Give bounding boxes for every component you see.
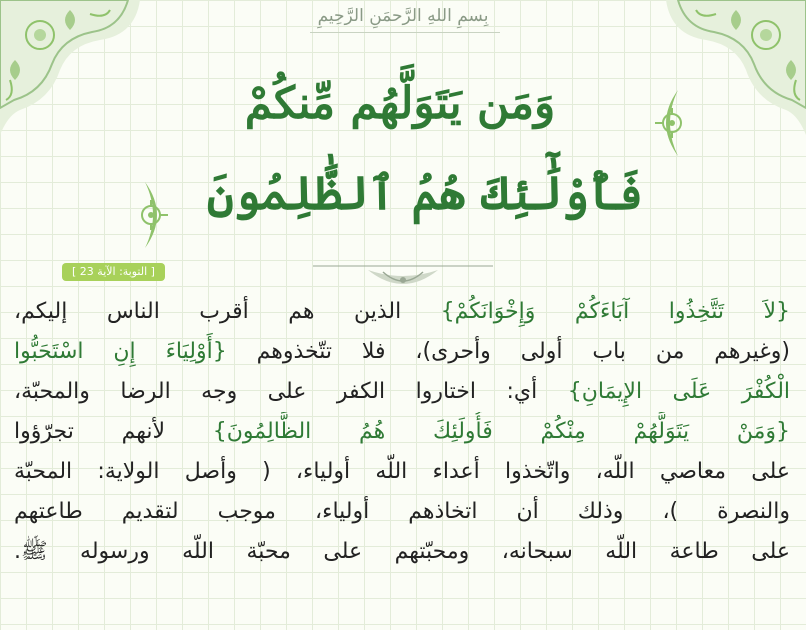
- tafsir-verse-quote: {لاَ تَتَّخِذُوا آبَاءَكُمْ وَإِخْوَانَكُمْ}: [440, 299, 790, 324]
- verse-line-1: وَمَن يَتَوَلَّهُم مِّنكُمْ: [244, 78, 556, 129]
- tafsir-line-5: على معاصي اللّه، واتّخذوا أعداء اللّه أولياء، ( وأصل الولاية: المحبّة: [14, 459, 790, 484]
- tafsir-line-3: [14, 372, 790, 412]
- tafsir-text-segment: لأنهم تجرّؤوا: [14, 419, 213, 444]
- tafsir-text: [14, 292, 790, 572]
- tafsir-text-segment: الذين هم أقرب الناس إليكم،: [14, 299, 441, 324]
- basmala: بِسمِ اللهِ الرَّحمَنِ الرَّحِيمِ: [317, 6, 489, 26]
- tafsir-verse-quote: {وَمَنْ يَتَوَلَّهُمْ مِنْكُمْ فَأُولَئِكَ هُمُ الظَّالِمُونَ}: [212, 419, 790, 444]
- tafsir-line-7: على طاعة اللّه سبحانه، ومحبّتهم على محبّة اللّه ورسوله ﷺ.: [14, 539, 790, 564]
- crescent-ornament-left-icon: [133, 180, 173, 250]
- tafsir-text-segment: (وغيرهم من باب أولى وأحرى)، فلا تتّخذوهم: [226, 339, 790, 364]
- crescent-ornament-right-icon: [650, 88, 690, 158]
- tafsir-verse-quote: الْكُفْرَ عَلَى الإِيمَانِ}: [567, 379, 790, 404]
- tafsir-line-1: [14, 292, 790, 332]
- verse-line-2: فَأُوْلَٰٓئِكَ هُمُ ٱلظَّٰلِمُونَ: [206, 166, 644, 220]
- tafsir-text-segment: أي: اختاروا الكفر على وجه الرضا والمحبّة،: [14, 379, 568, 404]
- tafsir-line-6: والنصرة )، وذلك أن اتخاذهم أولياء، موجب لتقديم طاعتهم: [14, 499, 790, 524]
- tafsir-verse-quote: {أَوْلِيَاءَ إِنِ اسْتَحَبُّوا: [14, 339, 227, 364]
- verse-reference-badge: [ التوبة: الآية 23 ]: [62, 263, 165, 281]
- tafsir-line-2: [14, 332, 790, 372]
- tafsir-line-4: [14, 412, 790, 452]
- basmala-underline: [310, 32, 500, 33]
